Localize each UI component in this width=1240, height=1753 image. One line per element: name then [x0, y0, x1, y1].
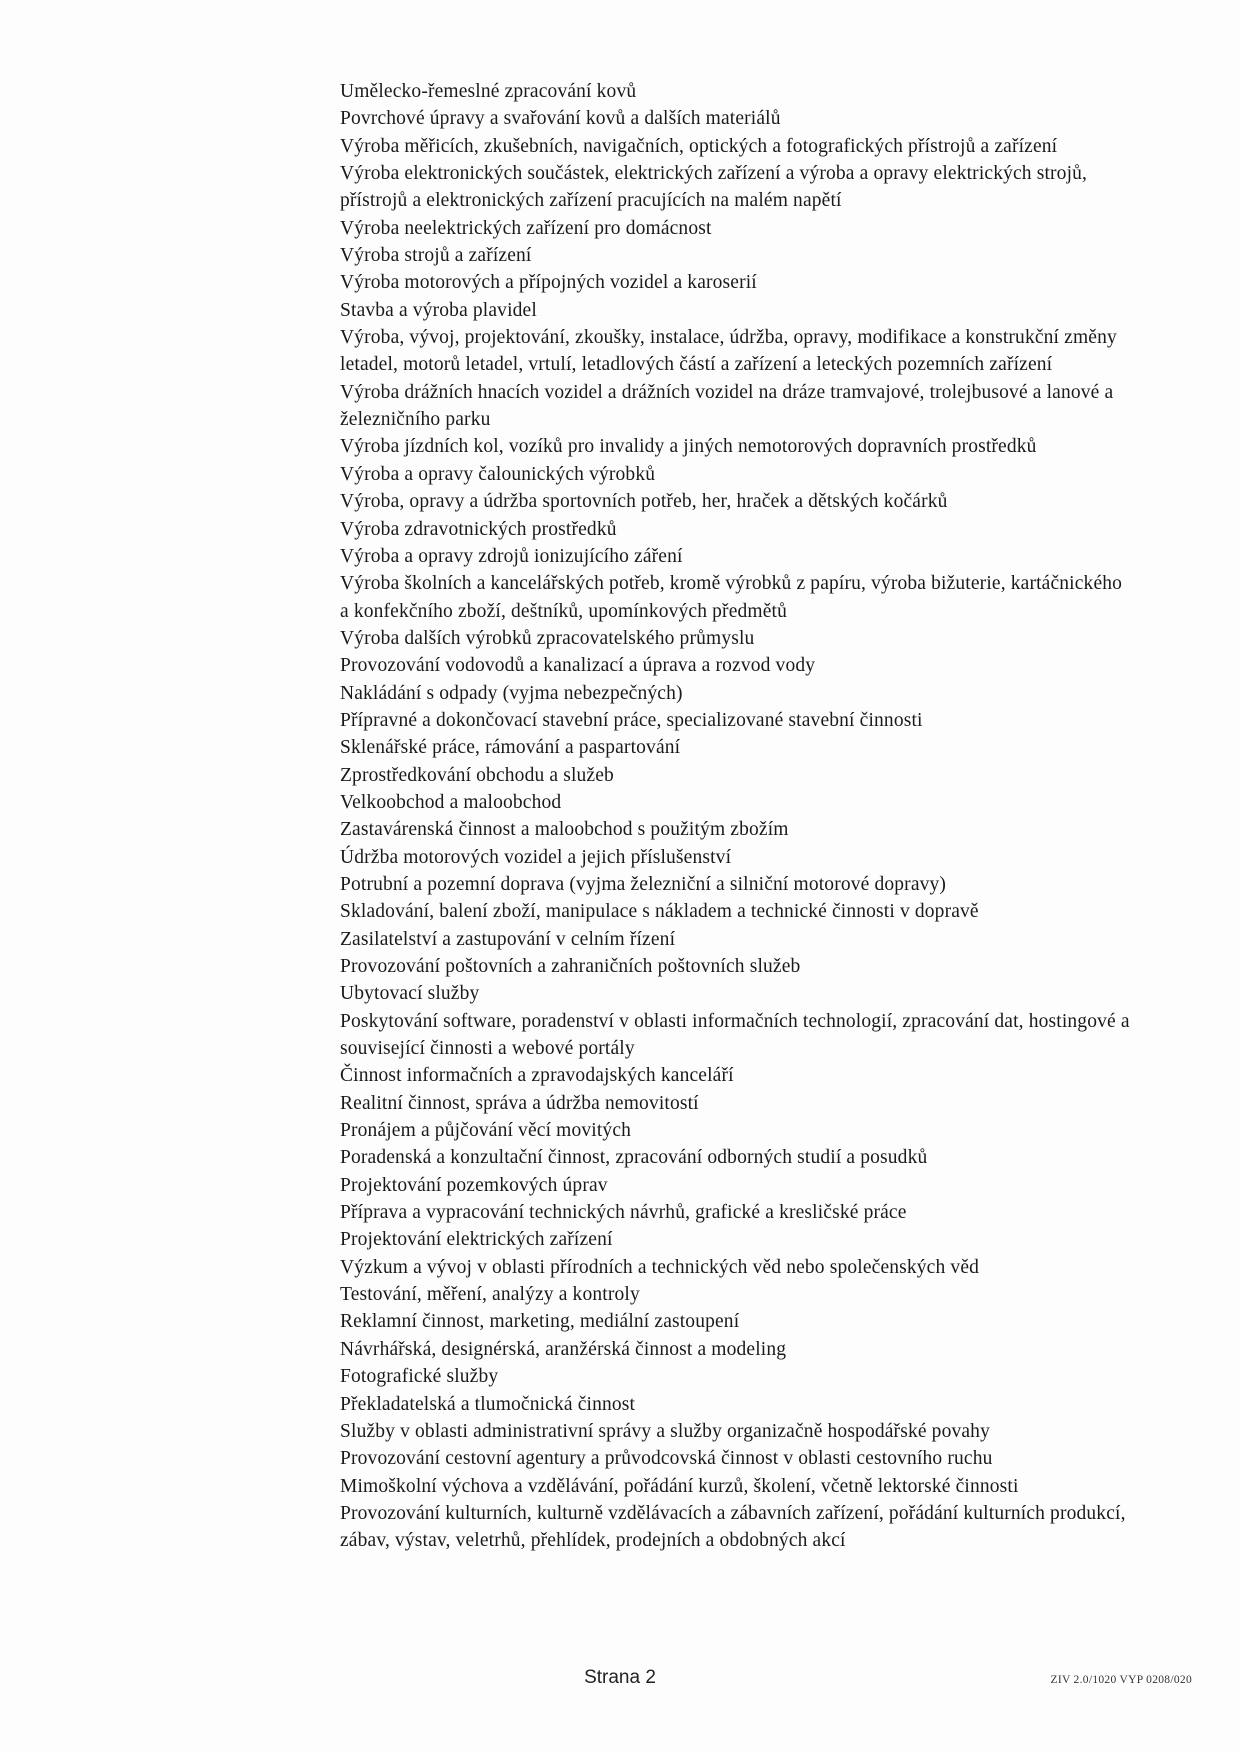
list-item: Činnost informačních a zpravodajských kanceláří — [340, 1065, 734, 1087]
list-item: Výroba a opravy zdrojů ionizujícího záření — [340, 545, 683, 567]
list-item: Výzkum a vývoj v oblasti přírodních a technických věd nebo společenských věd — [340, 1256, 980, 1278]
list-item: Výroba měřicích, zkušebních, navigačních, optických a fotografických přístrojů a zařízení — [340, 135, 1058, 157]
list-item: Provozování vodovodů a kanalizací a úprava a rozvod vody — [340, 655, 816, 677]
list-item: Výroba motorových a přípojných vozidel a karoserií — [340, 272, 757, 294]
list-item: Ubytovací služby — [340, 983, 480, 1005]
list-item: Poskytování software, poradenství v oblasti informačních technologií, zpracování dat, hostingové a související činnosti a webové portály — [340, 1010, 1130, 1060]
list-item: Realitní činnost, správa a údržba nemovitostí — [340, 1092, 699, 1114]
list-item: Výroba strojů a zařízení — [340, 245, 532, 267]
list-item: Nakládání s odpady (vyjma nebezpečných) — [340, 682, 683, 704]
list-item: Výroba, opravy a údržba sportovních potřeb, her, hraček a dětských kočárků — [340, 491, 948, 513]
list-item: Výroba elektronických součástek, elektrických zařízení a výroba a opravy elektrických strojů, přístrojů a elektronických zařízení pracujících na malém napětí — [340, 163, 1088, 212]
list-item: Překladatelská a tlumočnická činnost — [340, 1393, 636, 1415]
list-item: Potrubní a pozemní doprava (vyjma železniční a silniční motorové dopravy) — [340, 873, 947, 895]
list-item: Poradenská a konzultační činnost, zpracování odborných studií a posudků — [340, 1147, 928, 1169]
list-item: Přípravné a dokončovací stavební práce, specializované stavební činnosti — [340, 709, 923, 731]
list-item: Mimoškolní výchova a vzdělávání, pořádání kurzů, školení, včetně lektorské činnosti — [340, 1475, 1019, 1497]
list-item: Projektování pozemkových úprav — [340, 1174, 608, 1196]
list-item: Výroba školních a kancelářských potřeb, kromě výrobků z papíru, výroba bižuterie, kartáčnického a konfekčního zboží, deštníků, upomínkových předmětů — [340, 573, 1123, 622]
list-item: Provozování poštovních a zahraničních poštovních služeb — [340, 956, 801, 977]
document-code: ZIV 2.0/1020 VYP 0208/020 — [1050, 1674, 1192, 1686]
list-item: Zastavárenská činnost a maloobchod s použitým zbožím — [340, 819, 789, 841]
list-item: Umělecko-řemeslné zpracování kovů — [340, 81, 637, 102]
list-item: Fotografické služby — [340, 1366, 499, 1388]
list-item: Povrchové úpravy a svařování kovů a dalších materiálů — [340, 108, 781, 130]
list-item: Provozování cestovní agentury a průvodcovská činnost v oblasti cestovního ruchu — [340, 1448, 993, 1470]
list-item: Provozování kulturních, kulturně vzdělávacích a zábavních zařízení, pořádání kulturních produkcí, zábav, výstav, veletrhů, přehlídek, prodejních a obdobných akcí — [340, 1502, 1126, 1552]
list-item: Služby v oblasti administrativní správy a služby organizačně hospodářské povahy — [340, 1420, 990, 1442]
list-item: Údržba motorových vozidel a jejich příslušenství — [340, 846, 732, 868]
list-item: Stavba a výroba plavidel — [340, 299, 537, 321]
list-item: Příprava a vypracování technických návrhů, grafické a kresličské práce — [340, 1202, 907, 1224]
list-item: Reklamní činnost, marketing, mediální zastoupení — [340, 1311, 740, 1333]
list-item: Výroba jízdních kol, vozíků pro invalidy a jiných nemotorových dopravních prostředků — [340, 436, 1037, 458]
list-item: Návrhářská, designérská, aranžérská činnost a modeling — [340, 1338, 787, 1360]
list-item: Výroba neelektrických zařízení pro domácnost — [340, 217, 712, 239]
page-number: Strana 2 — [584, 1667, 656, 1688]
list-item: Skladování, balení zboží, manipulace s nákladem a technické činnosti v dopravě — [340, 901, 979, 923]
list-item: Sklenářské práce, rámování a paspartování — [340, 737, 681, 759]
list-item: Zasilatelství a zastupování v celním řízení — [340, 928, 676, 950]
list-item: Pronájem a půjčování věcí movitých — [340, 1120, 632, 1142]
list-item: Výroba a opravy čalounických výrobků — [340, 463, 656, 485]
list-item: Výroba, vývoj, projektování, zkoušky, instalace, údržba, opravy, modifikace a konstrukční změny letadel, motorů letadel, vrtulí, letadlových částí a zařízení a leteckých pozemních zařízení — [340, 327, 1117, 376]
list-item: Zprostředkování obchodu a služeb — [340, 764, 614, 786]
list-item: Výroba drážních hnacích vozidel a drážních vozidel na dráze tramvajové, trolejbusové a lanové a železničního parku — [340, 381, 1114, 431]
list-item: Projektování elektrických zařízení — [340, 1229, 613, 1251]
list-item: Výroba dalších výrobků zpracovatelského průmyslu — [340, 627, 755, 649]
list-item: Velkoobchod a maloobchod — [340, 791, 562, 813]
list-item: Testování, měření, analýzy a kontroly — [340, 1284, 640, 1306]
trade-activity-list — [340, 78, 1130, 1555]
list-item: Výroba zdravotnických prostředků — [340, 518, 617, 540]
